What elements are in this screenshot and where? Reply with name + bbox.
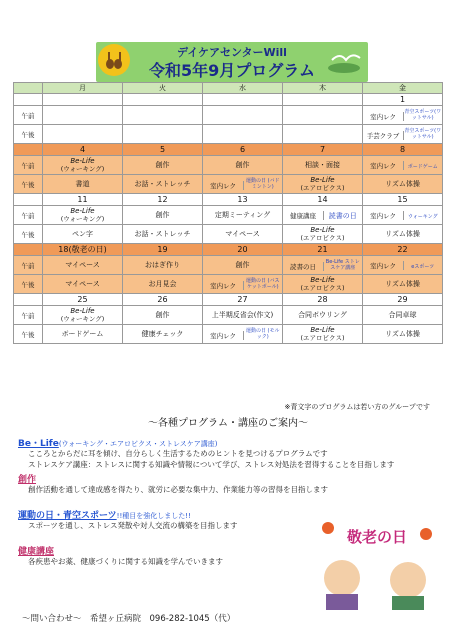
- date-row-label: [14, 94, 43, 106]
- program-youth: ウォーキング: [407, 213, 438, 220]
- date-cell: 11: [43, 194, 123, 206]
- program-cell: リズム体操: [363, 175, 443, 194]
- program-main: 室内レク: [203, 331, 244, 340]
- period-label: 午前: [14, 206, 43, 225]
- program-main: 室内レク: [363, 112, 404, 121]
- illus-text: 敬老の日: [346, 528, 408, 546]
- section-subtitle: (ウォーキング・エアロビクス・ストレスケア講座): [58, 440, 218, 448]
- program-cell: [363, 206, 443, 225]
- program-belife-sub: (エアロビクス): [300, 234, 345, 242]
- program-cell: 創作: [203, 156, 283, 175]
- program-cell: [123, 125, 203, 144]
- program-belife-sub: (ウォーキング): [60, 165, 105, 173]
- date-cell: 6: [203, 144, 283, 156]
- program-cell: 創作: [123, 156, 203, 175]
- section-description: スポーツを通し、ストレス発散や対人交流の構築を目指します: [28, 521, 238, 530]
- day-header: 金: [363, 83, 443, 94]
- program-cell: [283, 225, 363, 244]
- program-youth: 運動の日 (バスケットボール): [245, 278, 280, 290]
- program-cell: 合同ボウリング: [283, 306, 363, 325]
- program-cell: [283, 206, 363, 225]
- program-cell: 創作: [123, 306, 203, 325]
- date-cell: 29: [363, 294, 443, 306]
- period-label: 午後: [14, 175, 43, 194]
- program-belife-sub: (エアロビクス): [300, 334, 345, 342]
- date-row-label: [14, 244, 43, 256]
- day-header: 火: [123, 83, 203, 94]
- program-cell: [203, 325, 283, 344]
- program-cell: リズム体操: [363, 225, 443, 244]
- program-cell: [203, 125, 283, 144]
- program-cell: ボードゲーム: [43, 325, 123, 344]
- date-cell: 19: [123, 244, 203, 256]
- program-cell: [363, 256, 443, 275]
- program-cell: マイペース: [43, 275, 123, 294]
- program-belife: Be-Life: [70, 207, 95, 215]
- program-belife: Be-Life: [310, 226, 335, 234]
- program-cell: 創作: [123, 206, 203, 225]
- period-label: 午前: [14, 156, 43, 175]
- day-header: 月: [43, 83, 123, 94]
- program-belife: Be-Life: [310, 326, 335, 334]
- section-description: ストレスケア講座：ストレスに関する知識や情報について学び、ストレス対処法を習得することを目指します: [28, 460, 395, 469]
- date-cell: 27: [203, 294, 283, 306]
- program-cell: 健康チェック: [123, 325, 203, 344]
- program-cell: 創作: [203, 256, 283, 275]
- date-cell: 12: [123, 194, 203, 206]
- program-belife-sub: (ウォーキング): [60, 215, 105, 223]
- program-youth: 運動の日 (モルック): [245, 328, 280, 340]
- date-row-label: [14, 194, 43, 206]
- program-cell: 書道: [43, 175, 123, 194]
- section-description: 創作活動を通して達成感を得たり、就労に必要な集中力、作業能力等の習得を目指します: [28, 485, 328, 494]
- date-cell: 13: [203, 194, 283, 206]
- date-cell: [203, 94, 283, 106]
- date-cell: [43, 94, 123, 106]
- date-cell: 1: [363, 94, 443, 106]
- date-cell: [123, 94, 203, 106]
- section-title: Be・Life: [18, 439, 59, 449]
- note-text: ※青文字のプログラムは若い方のグループです: [284, 403, 430, 411]
- header-blank: [14, 83, 43, 94]
- program-cell: [43, 106, 123, 125]
- program-cell: [283, 325, 363, 344]
- program-cell: [203, 275, 283, 294]
- period-label: 午後: [14, 225, 43, 244]
- date-cell: 14: [283, 194, 363, 206]
- program-main: 手芸クラブ: [363, 131, 404, 140]
- center-name: デイケアセンターWill: [177, 46, 287, 59]
- program-main: 室内レク: [203, 281, 244, 290]
- program-cell: [203, 175, 283, 194]
- keiro-illustration: [312, 514, 442, 610]
- program-youth: eスポーツ: [411, 263, 435, 270]
- program-cell: お月見会: [123, 275, 203, 294]
- program-cell: [43, 125, 123, 144]
- program-cell: お話・ストレッチ: [123, 225, 203, 244]
- section-title: 創作: [18, 475, 37, 485]
- rabbit-moon-icon: [98, 44, 130, 76]
- program-cell: マイペース: [43, 256, 123, 275]
- date-cell: 21: [283, 244, 363, 256]
- bird-icon: [324, 48, 364, 76]
- program-cell: リズム体操: [363, 325, 443, 344]
- period-label: 午前: [14, 306, 43, 325]
- section-description: 各疾患やお薬、健康づくりに関する知識を学んでいきます: [28, 557, 223, 566]
- program-cell: [363, 156, 443, 175]
- program-cell: [283, 175, 363, 194]
- program-cell: リズム体操: [363, 275, 443, 294]
- program-main: 健康講座: [283, 211, 324, 220]
- date-cell: 22: [363, 244, 443, 256]
- program-main: 室内レク: [203, 181, 244, 190]
- program-youth: 青空スポーツ(ワットサル): [404, 109, 442, 121]
- program-main: 読書の日: [283, 262, 324, 271]
- date-cell: 8: [363, 144, 443, 156]
- program-belife-sub: (エアロビクス): [300, 184, 345, 192]
- program-youth: Be-Life ストレスケア講座: [325, 259, 360, 271]
- program-cell: [283, 256, 363, 275]
- guide-heading: 〜各種プログラム・講座のご案内〜: [148, 418, 308, 429]
- program-belife: Be-Life: [70, 307, 95, 315]
- program-cell: [43, 306, 123, 325]
- date-cell: 4: [43, 144, 123, 156]
- program-youth: ボードゲーム: [407, 163, 438, 170]
- program-cell: [43, 206, 123, 225]
- program-cell: 相談・面接: [283, 156, 363, 175]
- program-cell: 上半期反省会(作文): [203, 306, 283, 325]
- date-cell: 25: [43, 294, 123, 306]
- program-main: 室内レク: [363, 261, 404, 270]
- program-belife-sub: (エアロビクス): [300, 284, 345, 292]
- section-subtitle: !!種目を強化しました!!: [116, 512, 191, 520]
- program-belife-sub: (ウォーキング): [60, 315, 105, 323]
- date-cell: 15: [363, 194, 443, 206]
- date-cell: 5: [123, 144, 203, 156]
- program-main: 室内レク: [363, 211, 404, 220]
- contact-line: 〜問い合わせ〜 希望ヶ丘病院 096-282-1045（代）: [22, 614, 236, 624]
- program-youth: 読書の日: [328, 211, 357, 220]
- section-title: 健康講座: [18, 547, 55, 557]
- date-cell: 7: [283, 144, 363, 156]
- program-main: 室内レク: [363, 161, 404, 170]
- program-cell: [123, 106, 203, 125]
- date-cell: 26: [123, 294, 203, 306]
- section-title: 運動の日・青空スポーツ: [18, 511, 117, 521]
- program-belife: Be-Life: [310, 276, 335, 284]
- program-belife: Be-Life: [310, 176, 335, 184]
- program-cell: お話・ストレッチ: [123, 175, 203, 194]
- program-cell: おはぎ作り: [123, 256, 203, 275]
- program-youth: 運動の日 (バドミントン): [246, 178, 280, 190]
- period-label: 午後: [14, 125, 43, 144]
- page-title: 令和5年9月プログラム: [148, 61, 316, 80]
- program-cell: [283, 125, 363, 144]
- period-label: 午後: [14, 325, 43, 344]
- date-cell: [283, 94, 363, 106]
- period-label: 午後: [14, 275, 43, 294]
- period-label: 午前: [14, 256, 43, 275]
- program-belife: Be-Life: [70, 157, 95, 165]
- program-cell: ペン字: [43, 225, 123, 244]
- date-row-label: [14, 144, 43, 156]
- schedule-table: [13, 82, 443, 344]
- program-cell: 合同卓球: [363, 306, 443, 325]
- program-youth: 青空スポーツ(ワットサル): [404, 128, 442, 140]
- program-cell: [363, 106, 443, 125]
- program-cell: [283, 275, 363, 294]
- period-label: 午前: [14, 106, 43, 125]
- program-cell: 定期ミーティング: [203, 206, 283, 225]
- day-header: 木: [283, 83, 363, 94]
- program-cell: [203, 106, 283, 125]
- program-cell: [43, 156, 123, 175]
- program-cell: [363, 125, 443, 144]
- section-description: こころとからだに耳を傾け、自分らしく生活するためのヒントを見つけるプログラムです: [28, 449, 328, 458]
- program-cell: マイペース: [203, 225, 283, 244]
- program-cell: [283, 106, 363, 125]
- date-cell: 28: [283, 294, 363, 306]
- date-cell: 18(敬老の日): [43, 244, 123, 256]
- date-cell: 20: [203, 244, 283, 256]
- date-row-label: [14, 294, 43, 306]
- day-header: 水: [203, 83, 283, 94]
